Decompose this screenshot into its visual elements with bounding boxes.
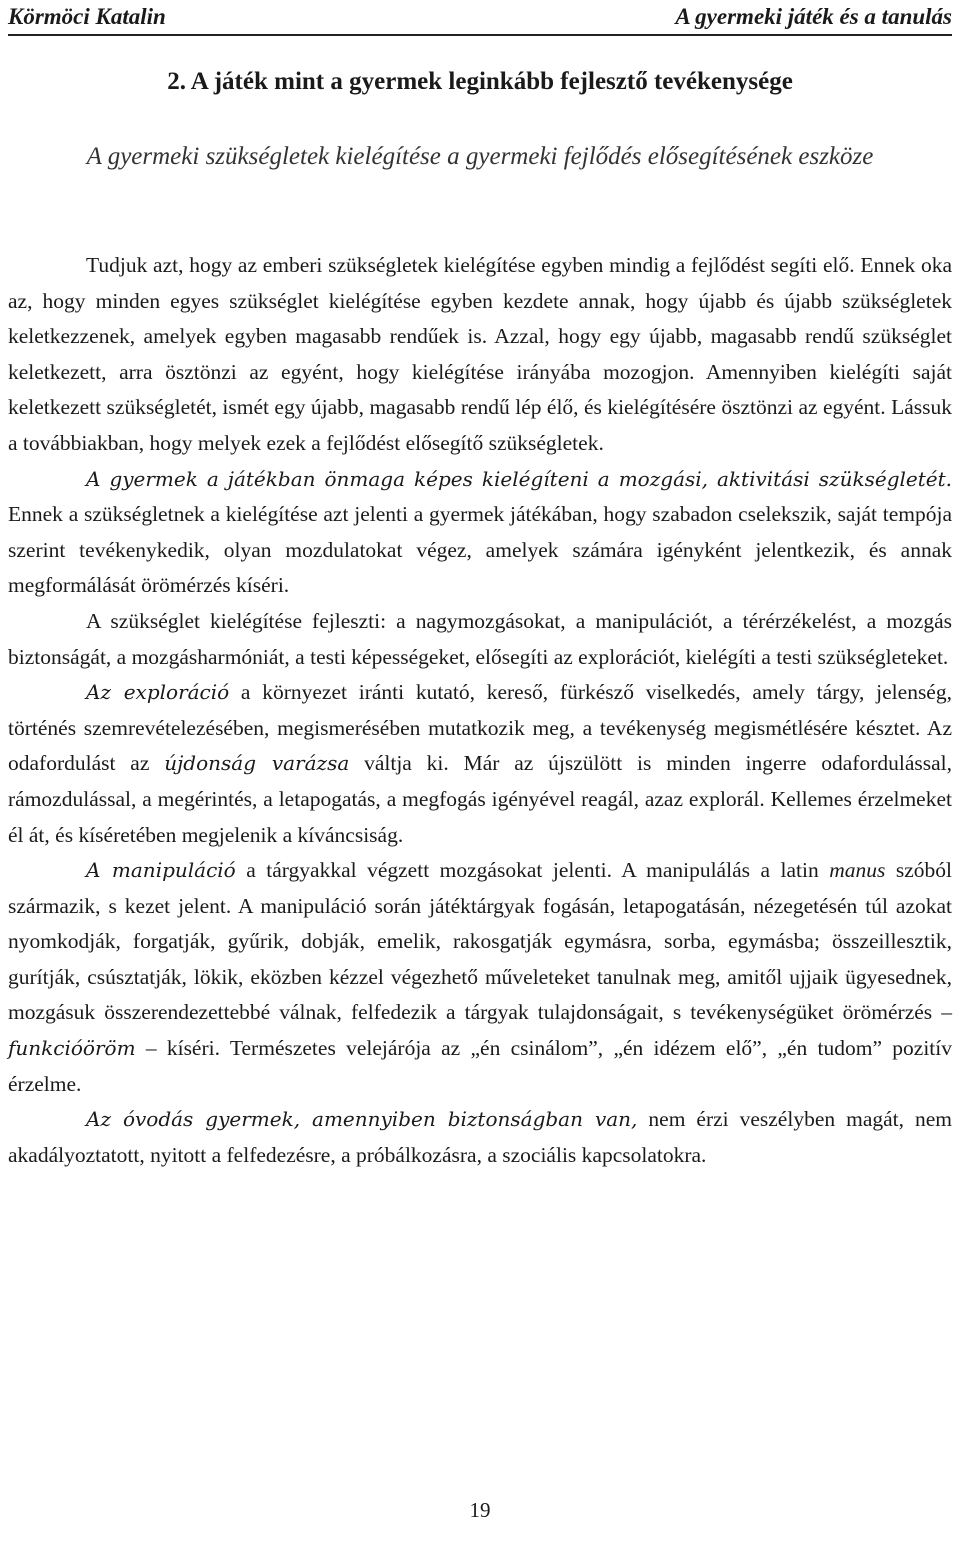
paragraph-5-text-2: szóból származik, s kezet jelent. A manipuláció során játéktárgyak fogásán, letapogatásán, nézegetésén túl azokat nyomkodják, forgatják, gyűrik, dobják, emelik, rakosgatják egymásra, sorba, egymásba; összeillesztik, gurítják, csúsztatják, lökik, eközben kézzel végezhető műveleteket tanulnak meg, amitől ujjaik ügyesednek, mozgásuk összerendezettebbé válnak, felfedezik a tárgyak tulajdonságait, s tevékenységüket örömérzés – (8, 858, 953, 1025)
term-preschool-child: Az óvodás gyermek, amennyiben biztonságban van, (86, 1107, 638, 1132)
paragraph-4-text-1: a környezet iránti kutató, kereső, fürkésző viselkedés, amely tárgy, jelenség, történés szemrevételezésében, megismerésében mutatkozik meg, a tevékenység megismétlésére késztet. Az odafordulást az (8, 680, 952, 776)
section-title: A gyermeki szükségletek kielégítése a gyermeki fejlődés elősegítésének eszköze (86, 143, 874, 170)
page-header (8, 0, 952, 36)
paragraph-5-text-1: a tárgyakkal végzett mozgásokat jelenti. A manipulálás a latin (235, 858, 830, 883)
header-book-title: A gyermeki játék és a tanulás (675, 4, 952, 29)
paragraph-6-text: nem érzi veszélyben magát, nem akadályoztatott, nyitott a felfedezésre, a próbálkozásra, a szociális kapcsolatokra. (8, 1107, 953, 1167)
term-novelty: újdonság varázsa (164, 751, 350, 776)
page-number: 19 (469, 1498, 491, 1522)
term-manus: manus (829, 858, 886, 883)
term-function-joy: funkcióöröm (8, 1036, 136, 1061)
body-text (8, 248, 952, 1173)
paragraph-4-text-2: váltja ki. Már az újszülött is minden ingerre odafordulással, rámozdulással, a megérintés, a letapogatás, a megfogás igényével reagál, azaz explorál. Kellemes érzelmeket él át, és kíséretében megjelenik a kíváncsiság. (8, 751, 952, 847)
paragraph-4 (8, 675, 952, 853)
header-author: Körmöci Katalin (8, 4, 166, 29)
paragraph-2-highlight: A gyermek a játékban önmaga képes kielégíteni a mozgási, aktivitási szükségletét. (86, 466, 952, 491)
paragraph-2-text: Ennek a szükségletnek a kielégítése azt jelenti a gyermek játékában, hogy szabadon cselekszik, saját tempója szerint tevékenykedik, olyan mozdulatokat végez, amelyek számára igényként jelentkezik, és annak megformálását örömérzés kíséri. (8, 502, 952, 598)
paragraph-3: A szükséglet kielégítése fejleszti: a nagymozgásokat, a manipulációt, a térérzékelést, a mozgás biztonságát, a mozgásharmóniát, a testi képességeket, elősegíti az explorációt, kielégíti a testi szükségleteket. (8, 608, 952, 669)
paragraph-5-text-3: – kíséri. Természetes velejárója az „én csinálom”, „én idézem elő”, „én tudom” pozitív érzelme. (8, 1036, 952, 1096)
paragraph-2 (8, 462, 952, 604)
paragraph-1: Tudjuk azt, hogy az emberi szükségletek kielégítése egyben mindig a fejlődést segíti elő. Ennek oka az, hogy minden egyes szükséglet kielégítése egyben kezdete annak, hogy újabb és újabb szükségletek keletkezzenek, amelyek egyben magasabb rendűek is. Azzal, hogy egy újabb, magasabb rendű szükséglet keletkezett, arra ösztönzi az egyént, hogy kielégítése irányába mozogjon. Amennyiben kielégíti saját keletkezett szükségletét, ismét egy újabb, magasabb rendű lép élő, és kielégítésére ösztönzi az egyént. Lássuk a továbbiakban, hogy melyek ezek a fejlődést elősegítő szükségletek. (8, 253, 952, 455)
paragraph-5 (8, 853, 952, 1102)
term-exploration: Az exploráció (86, 680, 230, 705)
paragraph-6 (8, 1102, 952, 1173)
term-manipulation: A manipuláció (86, 858, 236, 883)
chapter-title: 2. A játék mint a gyermek leginkább fejlesztő tevékenysége (167, 68, 793, 95)
